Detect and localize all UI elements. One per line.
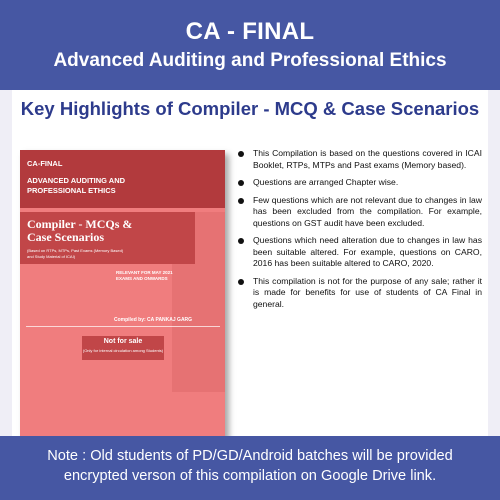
book-cover-image: [20, 150, 225, 450]
book-not-for-sale-box: [82, 336, 164, 360]
bullet-icon: [238, 198, 244, 204]
content-panel: [12, 90, 488, 436]
list-item: [238, 235, 482, 270]
book-internal-circulation: (Only for internal circulation among Students): [82, 348, 164, 353]
list-item-text: Questions are arranged Chapter wise.: [253, 177, 399, 187]
book-compiler-line2: Case Scenarios: [27, 230, 104, 244]
list-item-text: This Compilation is based on the questions covered in ICAI Booklet, RTPs, MTPs and Past exams (Memory based).: [253, 148, 482, 170]
highlights-heading: Key Highlights of Compiler - MCQ & Case Scenarios: [20, 98, 480, 119]
book-compiler-line1: Compiler - MCQs &: [27, 217, 133, 231]
bullet-icon: [238, 279, 244, 285]
note-banner: [0, 436, 500, 500]
book-relevant-line1: RELEVANT FOR MAY 2021: [116, 270, 173, 275]
book-divider: [26, 326, 220, 327]
book-compiled-by: Compiled by: CA PANKAJ GARG: [114, 317, 193, 323]
book-relevant-line2: EXAMS AND ONWARDS: [116, 276, 168, 281]
book-title-line1: ADVANCED AUDITING AND: [27, 176, 126, 185]
list-item-text: This compilation is not for the purpose of any sale; rather it is made for benefits for use of students of CA Final in general.: [253, 275, 482, 309]
list-item-text: Questions which need alteration due to changes in law has been suitable altered. For example, questions on CARO, 2016 has been suitable altered to CARO, 2020.: [253, 235, 482, 268]
list-item: [238, 177, 482, 189]
book-based-line1: (Based on RTPs, MTPs, Past Exams (Memory Based): [27, 248, 124, 253]
bullet-icon: [238, 238, 244, 244]
book-ca-final: CA-FINAL: [27, 159, 63, 168]
highlights-list: [238, 148, 482, 316]
book-based-line2: and Study Material of ICAI): [27, 253, 76, 259]
header-subject: Advanced Auditing and Professional Ethics: [53, 50, 447, 71]
book-compiler-title: [27, 218, 132, 244]
header-banner: [0, 0, 500, 90]
book-title-line2: PROFESSIONAL ETHICS: [27, 186, 116, 195]
list-item: [238, 276, 482, 311]
book-based-on: [27, 248, 192, 259]
book-not-for-sale: Not for sale: [103, 338, 143, 345]
note-line2: encrypted verson of this compilation on Google Drive link.: [63, 468, 437, 484]
list-item: [238, 148, 482, 171]
bullet-icon: [238, 180, 244, 186]
book-relevant: [116, 270, 173, 282]
bullet-icon: [238, 151, 244, 157]
book-title: [27, 176, 125, 196]
note-line1: Note : Old students of PD/GD/Android batches will be provided: [47, 448, 453, 464]
list-item: [238, 195, 482, 230]
list-item-text: Few questions which are not relevant due to changes in law has been excluded from the compilation. For example, questions on GST audit have been excluded.: [253, 194, 482, 228]
header-title: CA - FINAL: [185, 18, 315, 45]
